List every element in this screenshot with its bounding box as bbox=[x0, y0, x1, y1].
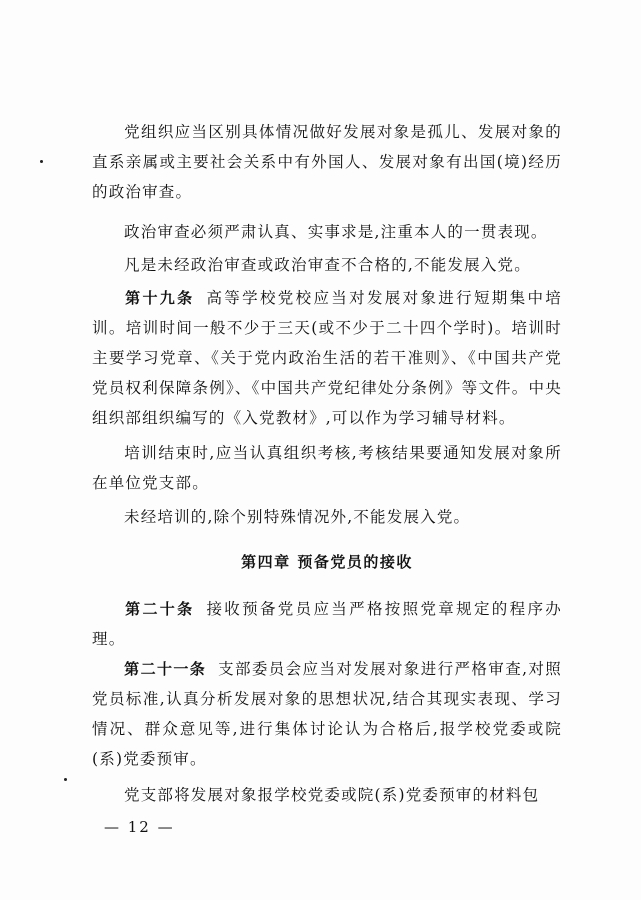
chapter-title: 第四章 预备党员的接收 bbox=[241, 553, 413, 571]
paragraph-review-failure: 凡是未经政治审查或政治审查不合格的,不能发展入党。 bbox=[124, 256, 531, 274]
paragraph-political-review-cases: 党组织应当区别具体情况做好发展对象是孤儿、发展对象的直系亲属或主要社会关系中有外国人、发展对象有出国(境)经历的政治审查。 bbox=[92, 123, 562, 201]
article-20 bbox=[92, 594, 562, 654]
article-20-text: 接收预备党员应当严格按照党章规定的程序办理。 bbox=[92, 600, 562, 648]
article-21-label: 第二十一条 bbox=[124, 660, 207, 678]
paragraph-materials: 党支部将发展对象报学校党委或院(系)党委预审的材料包 bbox=[124, 786, 540, 804]
scan-speck bbox=[40, 160, 43, 163]
paragraph-training-exception: 未经培训的,除个别特殊情况外,不能发展入党。 bbox=[124, 508, 471, 526]
paragraph-training-assessment: 培训结束时,应当认真组织考核,考核结果要通知发展对象所在单位党支部。 bbox=[92, 444, 562, 492]
article-19 bbox=[92, 283, 562, 433]
paragraph-review-requirement: 政治审查必须严肃认真、实事求是,注重本人的一贯表现。 bbox=[124, 223, 548, 241]
article-20-label: 第二十条 bbox=[124, 600, 195, 618]
scan-speck bbox=[64, 778, 67, 781]
article-21-text: 支部委员会应当对发展对象进行严格审查,对照党员标准,认真分析发展对象的思想状况,结合其现实表现、学习情况、群众意见等,进行集体讨论认为合格后,报学校党委或院(系)党委预审。 bbox=[92, 660, 562, 768]
page-number: — 12 — bbox=[104, 818, 175, 836]
article-21 bbox=[92, 654, 562, 774]
article-19-label: 第十九条 bbox=[124, 289, 195, 307]
article-19-text: 高等学校党校应当对发展对象进行短期集中培训。培训时间一般不少于三天(或不少于二十四个学时)。培训时主要学习党章、《关于党内政治生活的若干准则》、《中国共产党党员权利保障条例》、《中国共产党纪律处分条例》等文件。中央组织部组织编写的《入党教材》,可以作为学习辅导材料。 bbox=[92, 289, 562, 427]
